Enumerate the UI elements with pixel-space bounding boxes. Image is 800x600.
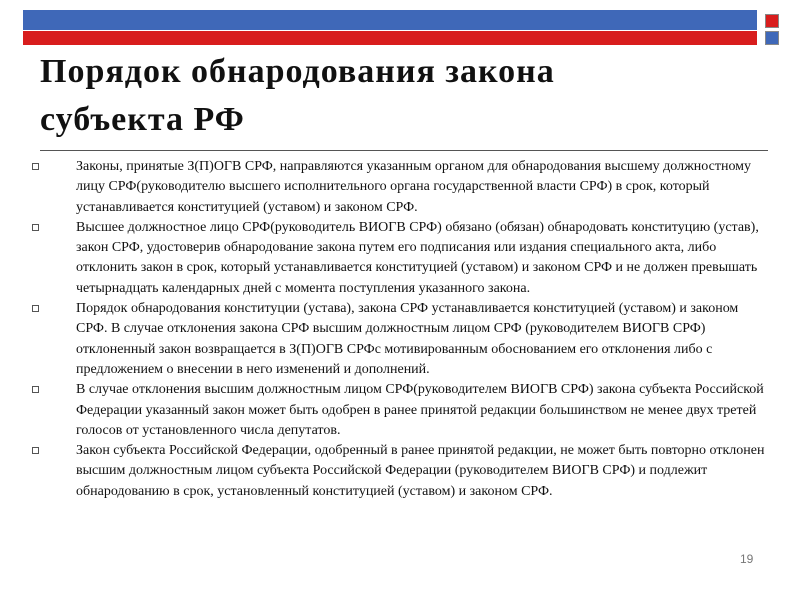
bullet-list [28, 157, 770, 502]
slide-title [40, 48, 760, 144]
square-bullet-icon [32, 224, 39, 231]
square-bullet-icon [32, 447, 39, 454]
page-number: 19 [740, 552, 754, 566]
slide-title-line-2: субъекта РФ [40, 101, 245, 138]
slide-title-line-1: Порядок обнародования закона [40, 53, 555, 90]
bullet-item-5 [28, 441, 770, 502]
bullet-text: Закон субъекта Российской Федерации, одобренный в ранее принятой редакции, не может быть повторно отклонен высшим должностным лицом субъекта Российской Федерации (руководителем ВИОГВ СРФ) и подлежит обнародованию в срок, установленный конституцией (уставом) и законом СРФ. [76, 443, 765, 499]
bullet-text: В случае отклонения высшим должностным лицом СРФ(руководителем ВИОГВ СРФ) закона субъекта Российской Федерации указанный закон может быть одобрен в ранее принятой редакции большинством не менее двух третей голосов от установленного числа депутатов. [76, 382, 764, 438]
bullet-item-4 [28, 380, 770, 441]
title-divider [40, 150, 768, 151]
bullet-item-2 [28, 218, 770, 299]
square-bullet-icon [32, 163, 39, 170]
bullet-text: Законы, принятые З(П)ОГВ СРФ, направляются указанным органом для обнародования высшему должностному лицу СРФ(руководителю высшего исполнительного органа государственной власти СРФ) в срок, который устанавливается конституцией (уставом) и законом СРФ. [76, 159, 752, 215]
corner-square-red [765, 14, 779, 28]
header-band-red [23, 31, 757, 45]
bullet-item-3 [28, 299, 770, 380]
bullet-item-1 [28, 157, 770, 218]
header-band-blue [23, 10, 757, 30]
square-bullet-icon [32, 305, 39, 312]
bullet-text: Высшее должностное лицо СРФ(руководитель ВИОГВ СРФ) обязано (обязан) обнародовать конституцию (устав), закон СРФ, удостоверив обнародование закона путем его подписания или издания специального акта, либо отклонить закон в срок, который устанавливается конституцией (уставом) и законом СРФ и не должен превышать четырнадцать календарных дней с момента поступления указанного закона. [76, 219, 759, 296]
square-bullet-icon [32, 386, 39, 393]
bullet-text: Порядок обнародования конституции (устава), закона СРФ устанавливается конституцией (уставом) и законом СРФ. В случае отклонения закона СРФ высшим должностным лицом СРФ (руководителем ВИОГВ СРФ) отклоненный закон возвращается в З(П)ОГВ СРФс мотивированным обоснованием его отклонения либо с предложением о внесении в него изменений и дополнений. [76, 301, 739, 377]
corner-square-blue [765, 31, 779, 45]
